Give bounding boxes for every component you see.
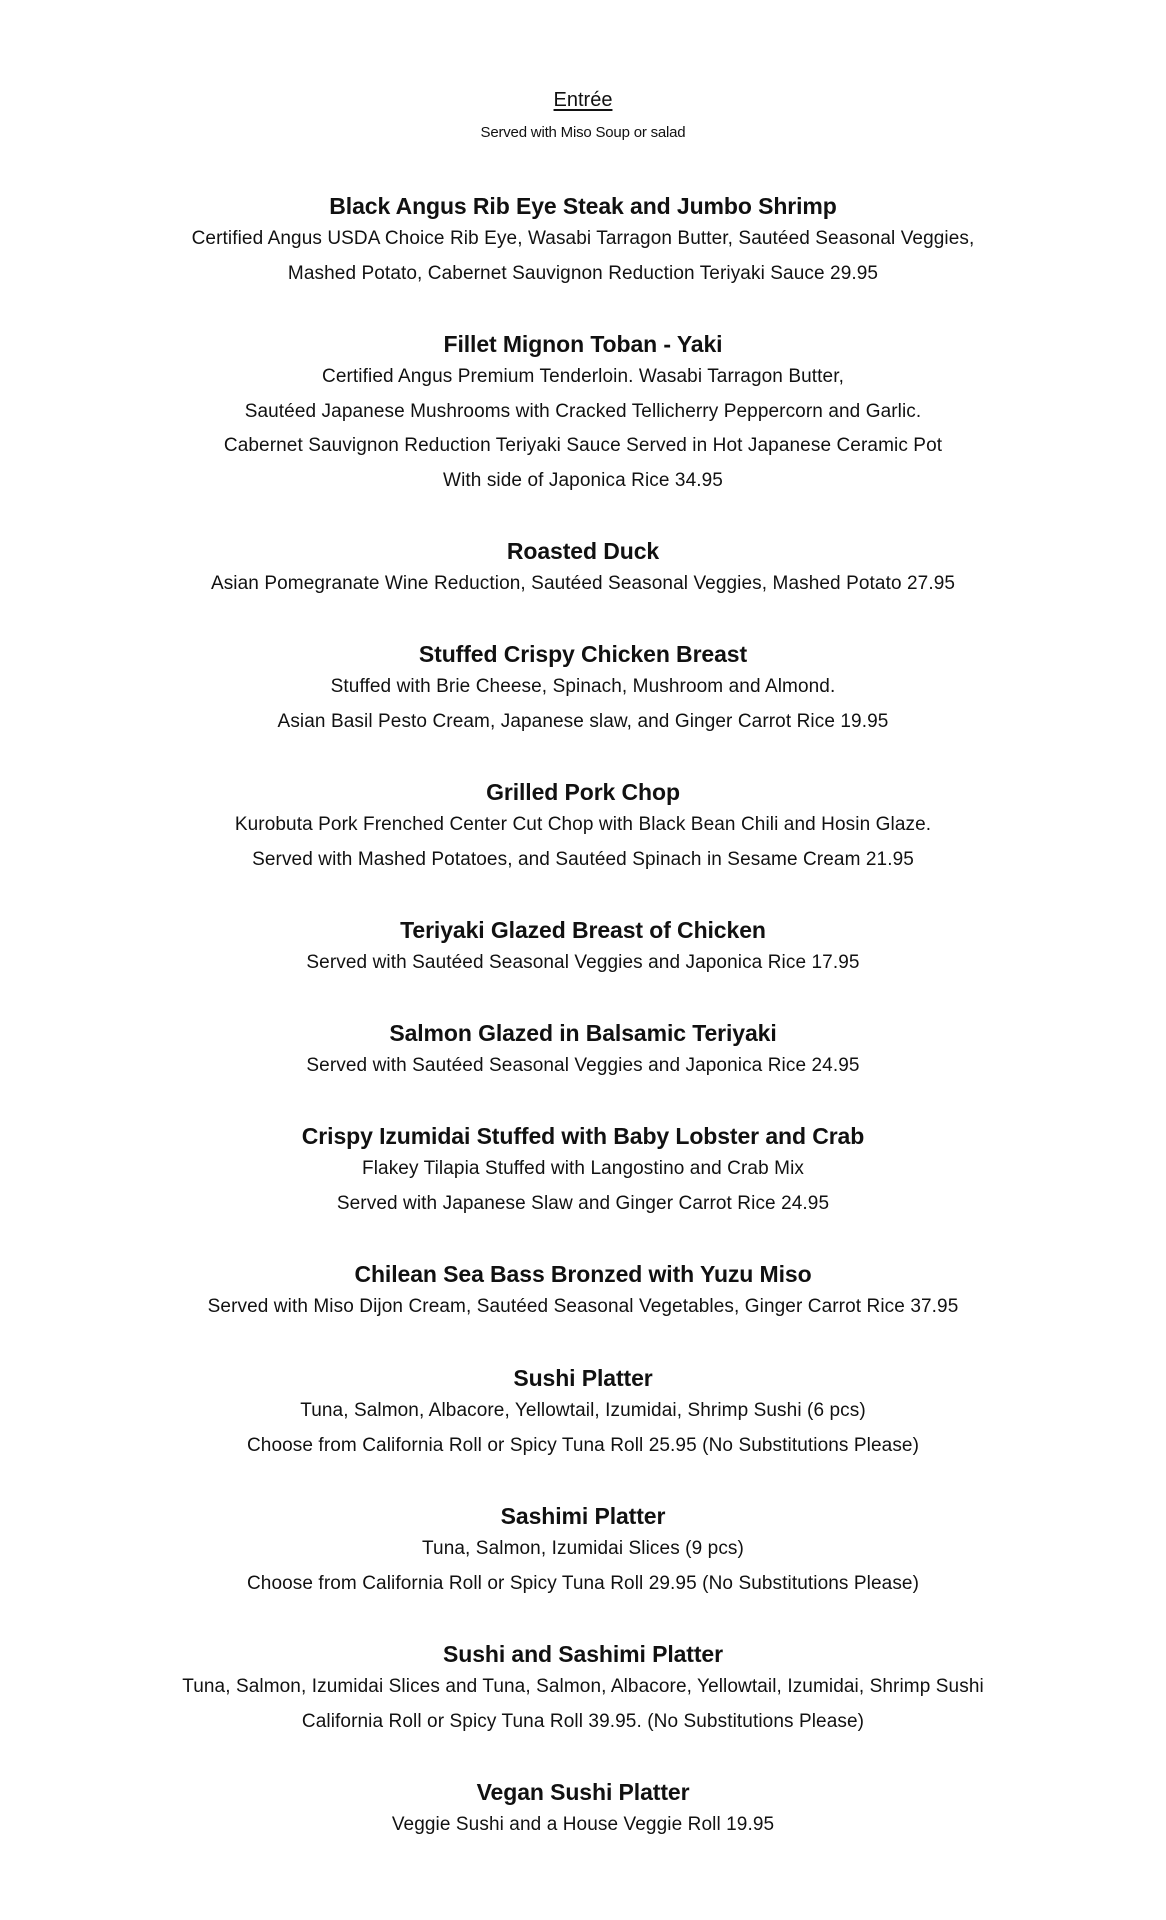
dish-description: Cabernet Sauvignon Reduction Teriyaki Sauce Served in Hot Japanese Ceramic Pot — [223, 435, 943, 456]
dish-name: Grilled Pork Chop — [486, 779, 680, 805]
dish-description: Sautéed Japanese Mushrooms with Cracked Tellicherry Peppercorn and Garlic. — [244, 400, 922, 422]
dish-description: Stuffed with Brie Cheese, Spinach, Mushroom and Almond. — [330, 676, 836, 697]
dish-description: Served with Miso Dijon Cream, Sautéed Seasonal Vegetables, Ginger Carrot Rice 37.95 — [207, 1296, 959, 1317]
menu-item — [0, 1776, 1166, 1843]
dish-description: Flakey Tilapia Stuffed with Langostino and Crab Mix — [362, 1158, 804, 1179]
dish-name: Chilean Sea Bass Bronzed with Yuzu Miso — [354, 1261, 812, 1287]
dish-description: Tuna, Salmon, Izumidai Slices and Tuna, Salmon, Albacore, Yellowtail, Izumidai, Shrimp Sushi — [182, 1676, 984, 1697]
dish-description: Served with Mashed Potatoes, and Sautéed Spinach in Sesame Cream 21.95 — [252, 848, 914, 870]
menu-item — [0, 1120, 1166, 1221]
menu-item — [0, 1638, 1166, 1739]
menu-item — [0, 776, 1166, 877]
dish-description: Asian Pomegranate Wine Reduction, Sautéed Seasonal Veggies, Mashed Potato 27.95 — [210, 573, 956, 594]
dish-name: Vegan Sushi Platter — [476, 1779, 690, 1805]
dish-description: California Roll or Spicy Tuna Roll 39.95. (No Substitutions Please) — [301, 1710, 865, 1732]
dish-name: Roasted Duck — [506, 538, 660, 564]
menu-item — [0, 328, 1166, 498]
dish-name: Salmon Glazed in Balsamic Teriyaki — [389, 1020, 777, 1046]
dish-description: Kurobuta Pork Frenched Center Cut Chop with Black Bean Chili and Hosin Glaze. — [234, 814, 932, 835]
menu-item — [0, 535, 1166, 602]
dish-description: Served with Sautéed Seasonal Veggies and Japonica Rice 17.95 — [306, 952, 860, 973]
menu-item — [0, 914, 1166, 981]
dish-description: Choose from California Roll or Spicy Tuna Roll 29.95 (No Substitutions Please) — [246, 1572, 920, 1594]
menu-subtitle: Served with Miso Soup or salad — [480, 124, 686, 141]
menu-item — [0, 190, 1166, 291]
dish-description: Tuna, Salmon, Izumidai Slices (9 pcs) — [422, 1538, 744, 1559]
dish-name: Teriyaki Glazed Breast of Chicken — [400, 917, 766, 943]
menu-item — [0, 638, 1166, 739]
dish-name: Black Angus Rib Eye Steak and Jumbo Shrimp — [329, 193, 837, 219]
dish-description: Veggie Sushi and a House Veggie Roll 19.95 — [391, 1814, 775, 1835]
dish-description: Tuna, Salmon, Albacore, Yellowtail, Izumidai, Shrimp Sushi (6 pcs) — [300, 1400, 866, 1421]
dish-name: Crispy Izumidai Stuffed with Baby Lobster and Crab — [301, 1123, 865, 1149]
dish-description: Mashed Potato, Cabernet Sauvignon Reduction Teriyaki Sauce 29.95 — [287, 262, 879, 284]
dish-description: Certified Angus USDA Choice Rib Eye, Wasabi Tarragon Butter, Sautéed Seasonal Veggies, — [191, 228, 975, 249]
dish-description: Asian Basil Pesto Cream, Japanese slaw, and Ginger Carrot Rice 19.95 — [277, 710, 889, 732]
dish-description: Served with Japanese Slaw and Ginger Carrot Rice 24.95 — [336, 1192, 830, 1214]
dish-name: Sushi and Sashimi Platter — [443, 1641, 723, 1667]
dish-description: Served with Sautéed Seasonal Veggies and Japonica Rice 24.95 — [306, 1055, 860, 1076]
dish-name: Sushi Platter — [513, 1365, 653, 1391]
menu-item — [0, 1258, 1166, 1325]
dish-description: With side of Japonica Rice 34.95 — [443, 469, 723, 491]
menu-item — [0, 1017, 1166, 1084]
dish-name: Sashimi Platter — [500, 1503, 666, 1529]
menu-title: Entrée — [553, 89, 613, 111]
dish-description: Choose from California Roll or Spicy Tuna Roll 25.95 (No Substitutions Please) — [246, 1434, 920, 1456]
dish-name: Fillet Mignon Toban - Yaki — [443, 331, 723, 357]
menu-item — [0, 1362, 1166, 1463]
dish-name: Stuffed Crispy Chicken Breast — [418, 641, 748, 667]
dish-description: Certified Angus Premium Tenderloin. Wasabi Tarragon Butter, — [322, 366, 844, 387]
menu-item — [0, 1500, 1166, 1601]
